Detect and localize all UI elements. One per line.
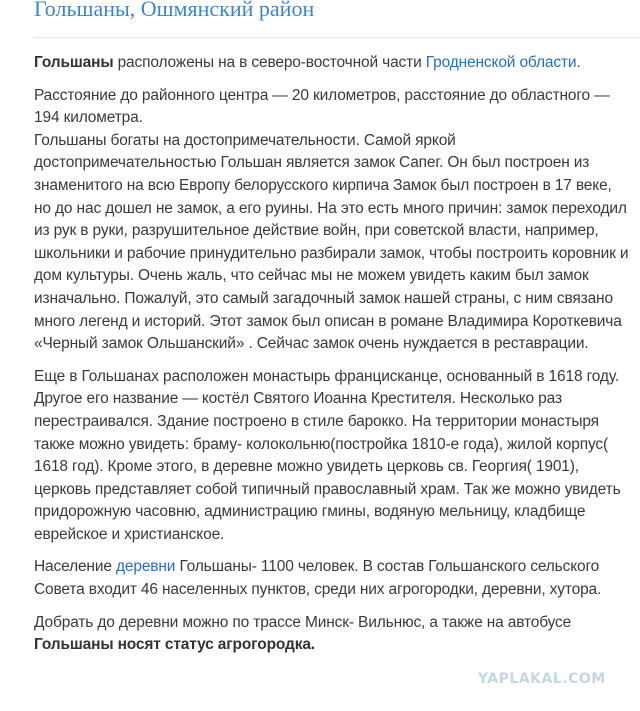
paragraph-castle <box>34 85 630 356</box>
link-village[interactable]: деревни <box>115 558 176 576</box>
title-divider <box>34 37 640 38</box>
paragraph-distance-text: Расстояние до районного центра — 20 километров, расстояние до областного — 194 километра. <box>34 86 610 127</box>
paragraph-monastery: Еще в Гольшанах расположен монастырь францисканце, основанный в 1618 году. Другое его название — костёл Святого Иоанна Крестителя. Несколько раз перестраивался. Здание построено в стиле барокко. На территории монастыря также можно увидеть: браму- колокольню(постройка 1810-е года), жилой корпус( 1618 год). Кроме этого, в деревне можно увидеть церковь св. Георгия( 1901), церковь представляет собой типичный православный храм. Так же можно увидеть придорожную часовню, администрацию гмины, водяную мельницу, кладбище еврейское и христианское. <box>34 367 621 543</box>
paragraph-location <box>34 52 630 75</box>
article-body <box>34 52 630 667</box>
page-title: Гольшаны, Ошмянский район <box>34 0 315 21</box>
paragraph-location-end: . <box>576 54 581 71</box>
paragraph-population <box>34 556 630 601</box>
paragraph-castle-text: Гольшаны богаты на достопримечательности. Самой яркой достопримечательностью Гольшан является замок Сапег. Он был построен из знаменитого на всю Европу белорусского кирпича Замок был построен в 17 веке, но до нас дошел не замок, а его руины. На это есть много причин: замок переходил из рук в руки, разрушительное действие войн, при советской власти, например, школьники и рабочие принудительно разбирали замок, чтобы построить коровник и дом культуры. Очень жаль, что сейчас мы не можем увидеть каким был замок изначально. Пожалуй, это самый загадочный замок нашей страны, с ним связано много легенд и историй. Этот замок был описан в романе Владимира Короткевича «Черный замок Ольшанский» . Сейчас замок очень нуждается в реставрации. <box>34 131 629 353</box>
bold-status-text: Гольшаны носят статус агрогородка. <box>34 636 315 654</box>
paragraph-population-text: Население <box>34 558 116 576</box>
paragraph-transport-text: Добрать до деревни можно по трассе Минск- Вильнюс, а также на автобусе <box>34 613 572 631</box>
paragraph-transport <box>34 612 630 657</box>
bold-village-name: Гольшаны <box>34 54 114 71</box>
watermark-logo: YAPLAKAL.COM <box>478 671 606 687</box>
paragraph-location-text: расположены на в северо-восточной части <box>113 54 426 71</box>
link-grodno-region[interactable]: Гродненской области <box>425 54 577 71</box>
paragraph-population-rest: Гольшаны- 1100 человек. В состав Гольшанского сельского Совета входит 46 населенных пунктов, среди них агрогородки, деревни, хутора. <box>34 558 602 599</box>
